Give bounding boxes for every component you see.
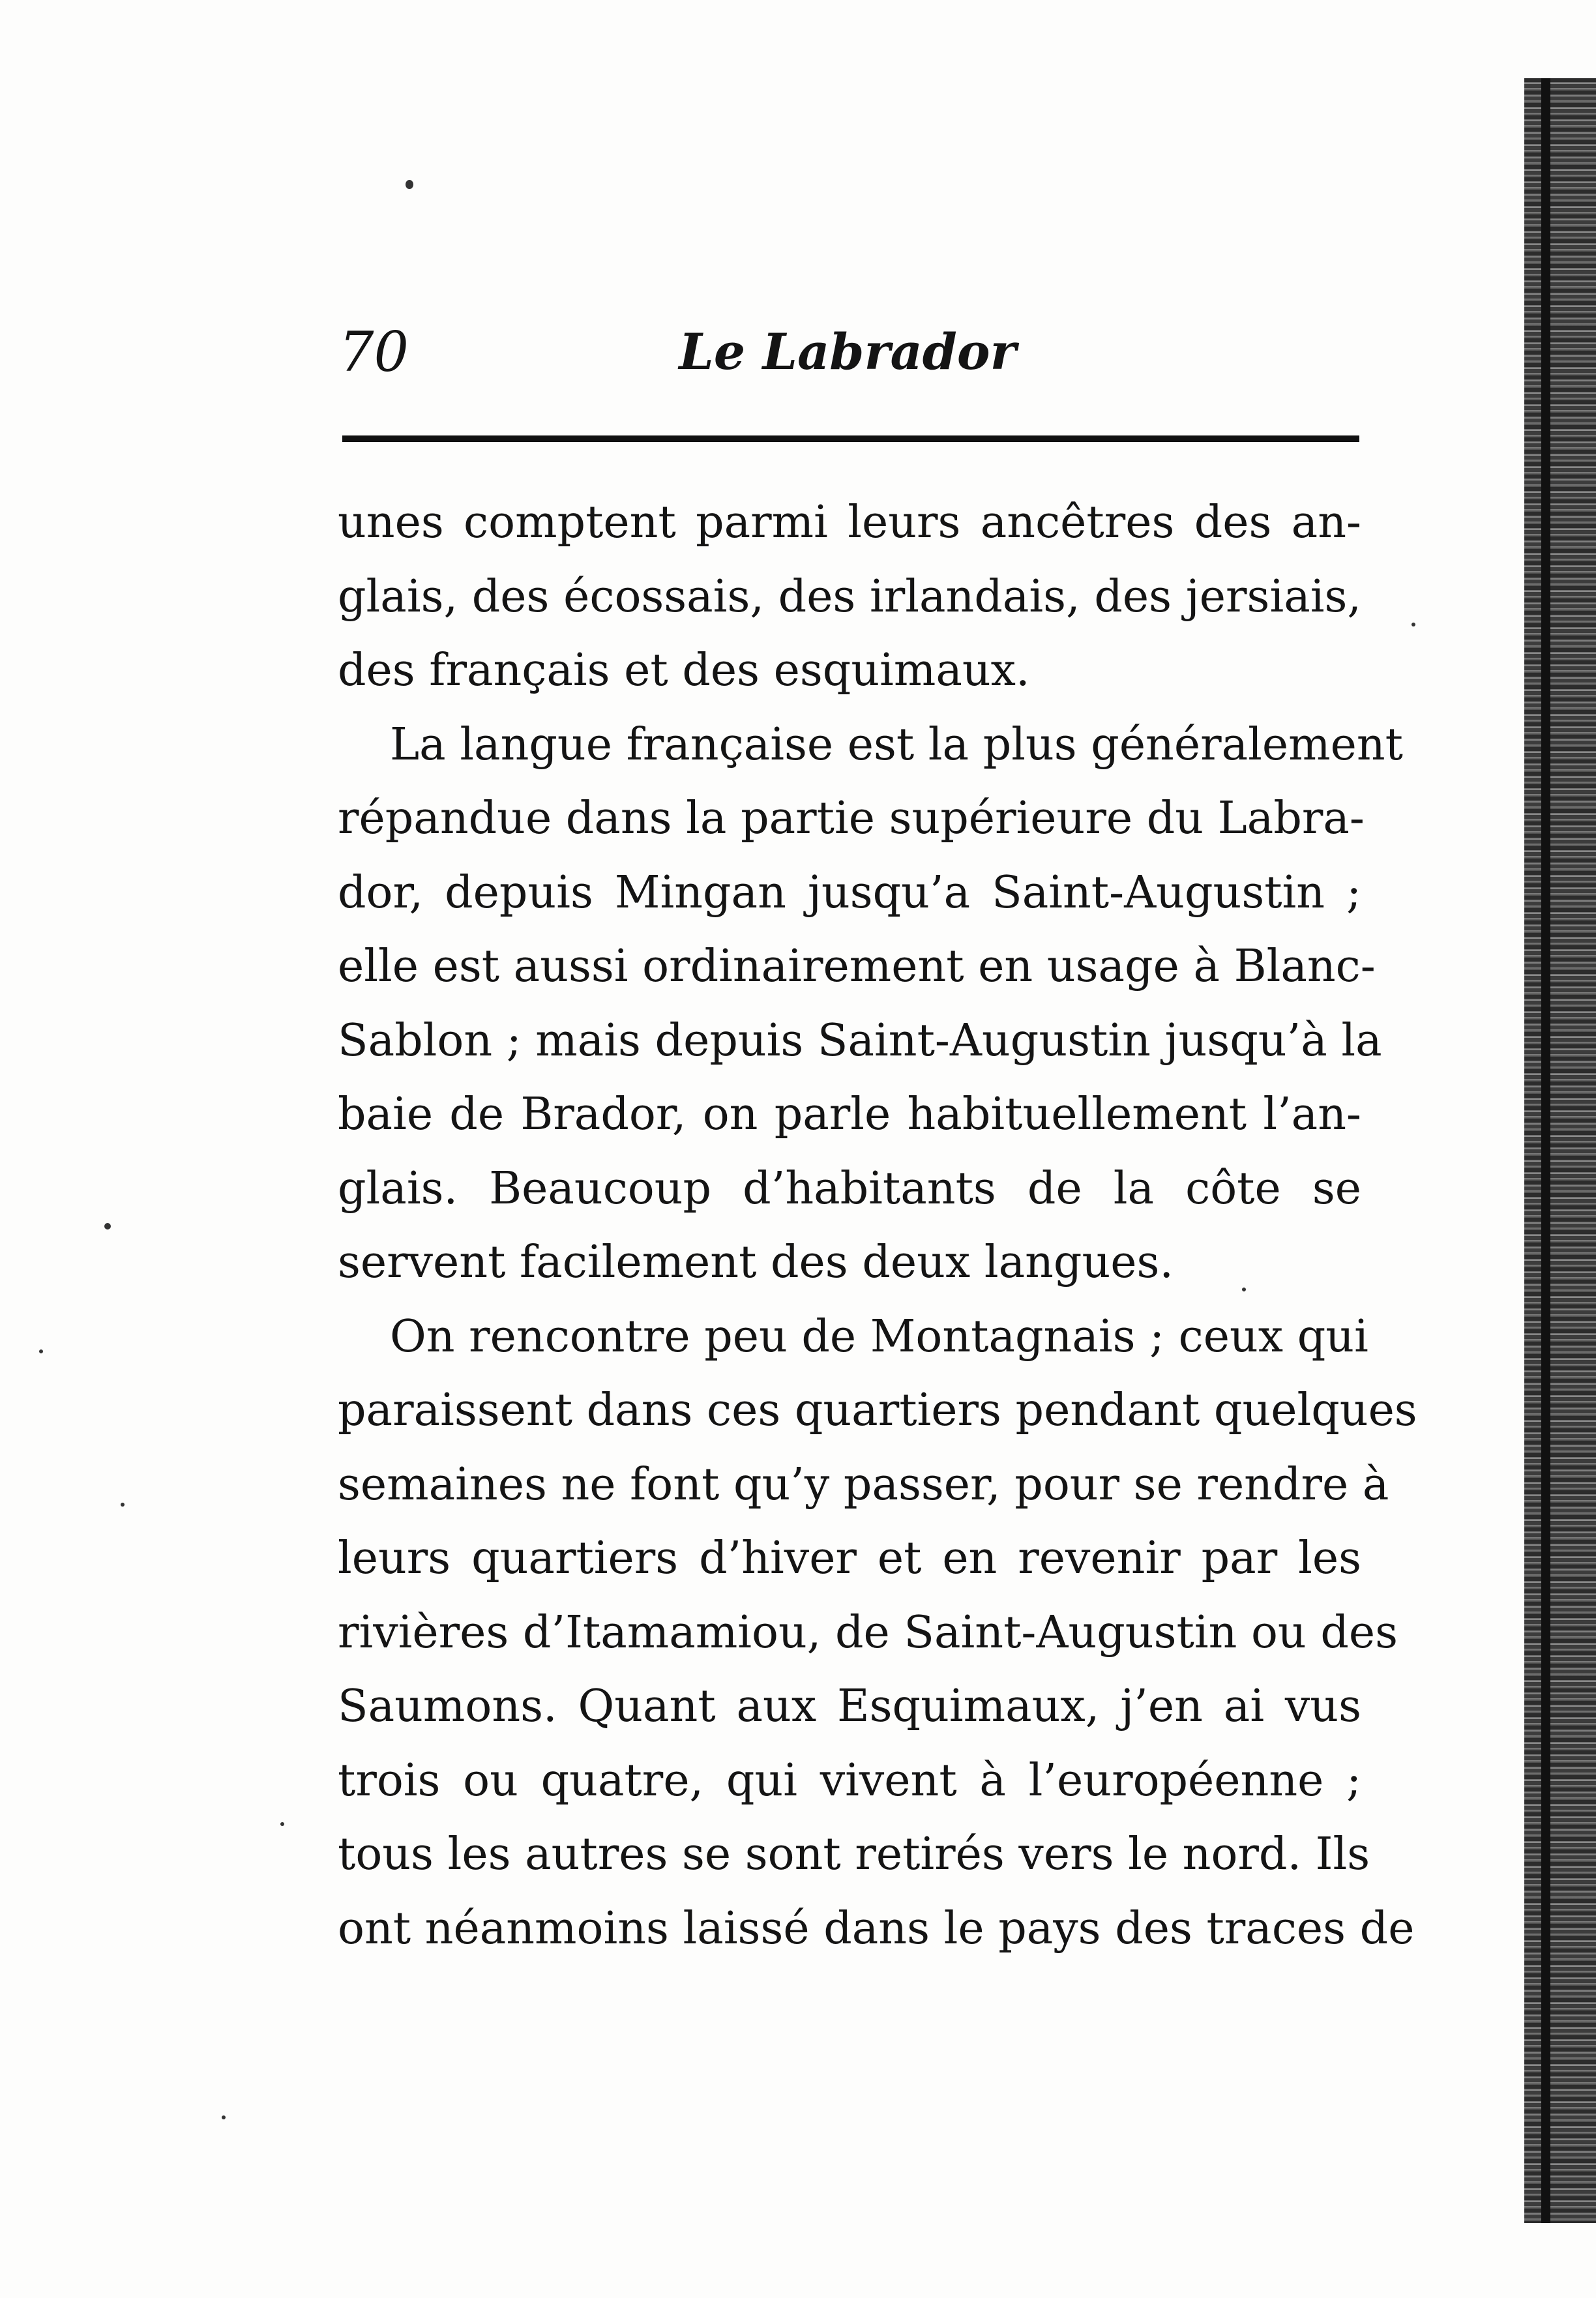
text-line: Sablon ; mais depuis Saint-Augustin jusqu’à la <box>338 1014 1382 1067</box>
text-line: baie de Brador, on parle habituellement l’an- <box>338 1089 1361 1140</box>
text-line: Saumons. Quant aux Esquimaux, j’en ai vus <box>338 1681 1361 1732</box>
page-binding-edge <box>1524 78 1596 2223</box>
text-line: La langue française est la plus généralement <box>390 718 1403 771</box>
text-line: leurs quartiers d’hiver et en revenir par les <box>338 1533 1361 1584</box>
body-text <box>338 486 1417 1966</box>
scan-speck <box>1242 1288 1246 1291</box>
text-line: trois ou quatre, qui vivent à l’européenne ; <box>338 1754 1361 1806</box>
text-line: glais. Beaucoup d’habitants de la côte se <box>338 1162 1361 1215</box>
text-line: tous les autres se sont retirés vers le nord. Ils <box>338 1829 1370 1880</box>
text-line: paraissent dans ces quartiers pendant quelques <box>338 1385 1417 1436</box>
running-head <box>339 306 1356 391</box>
text-line: semaines ne font qu’y passer, pour se rendre à <box>338 1458 1389 1510</box>
text-line: On rencontre peu de Montagnais ; ceux qui <box>390 1310 1368 1363</box>
text-line: unes comptent parmi leurs ancêtres des an- <box>338 497 1361 548</box>
text-line: des français et des esquimaux. <box>338 645 1030 696</box>
header-rule <box>342 435 1359 442</box>
scan-speck <box>1411 623 1415 626</box>
running-title: Le Labrador <box>679 323 1016 381</box>
scan-speck <box>39 1349 43 1353</box>
text-line: répandue dans la partie supérieure du Labra- <box>338 793 1365 844</box>
text-line: dor, depuis Mingan jusqu’a Saint-Augustin ; <box>338 866 1361 919</box>
text-line: elle est aussi ordinairement en usage à Blanc- <box>338 941 1376 992</box>
text-line: ont néanmoins laissé dans le pays des traces de <box>338 1902 1415 1954</box>
text-line: servent facilement des deux langues. <box>338 1237 1174 1288</box>
scan-speck <box>280 1822 284 1826</box>
scan-speck <box>406 180 413 189</box>
scan-speck <box>222 2115 226 2119</box>
text-line: glais, des écossais, des irlandais, des jersiais, <box>338 570 1361 623</box>
text-line: rivières d’Itamamiou, de Saint-Augustin ou des <box>338 1606 1398 1658</box>
page-binding-shadow <box>1541 78 1550 2223</box>
scan-speck <box>121 1503 125 1507</box>
scan-speck <box>104 1223 111 1230</box>
page-number: 70 <box>339 320 409 384</box>
